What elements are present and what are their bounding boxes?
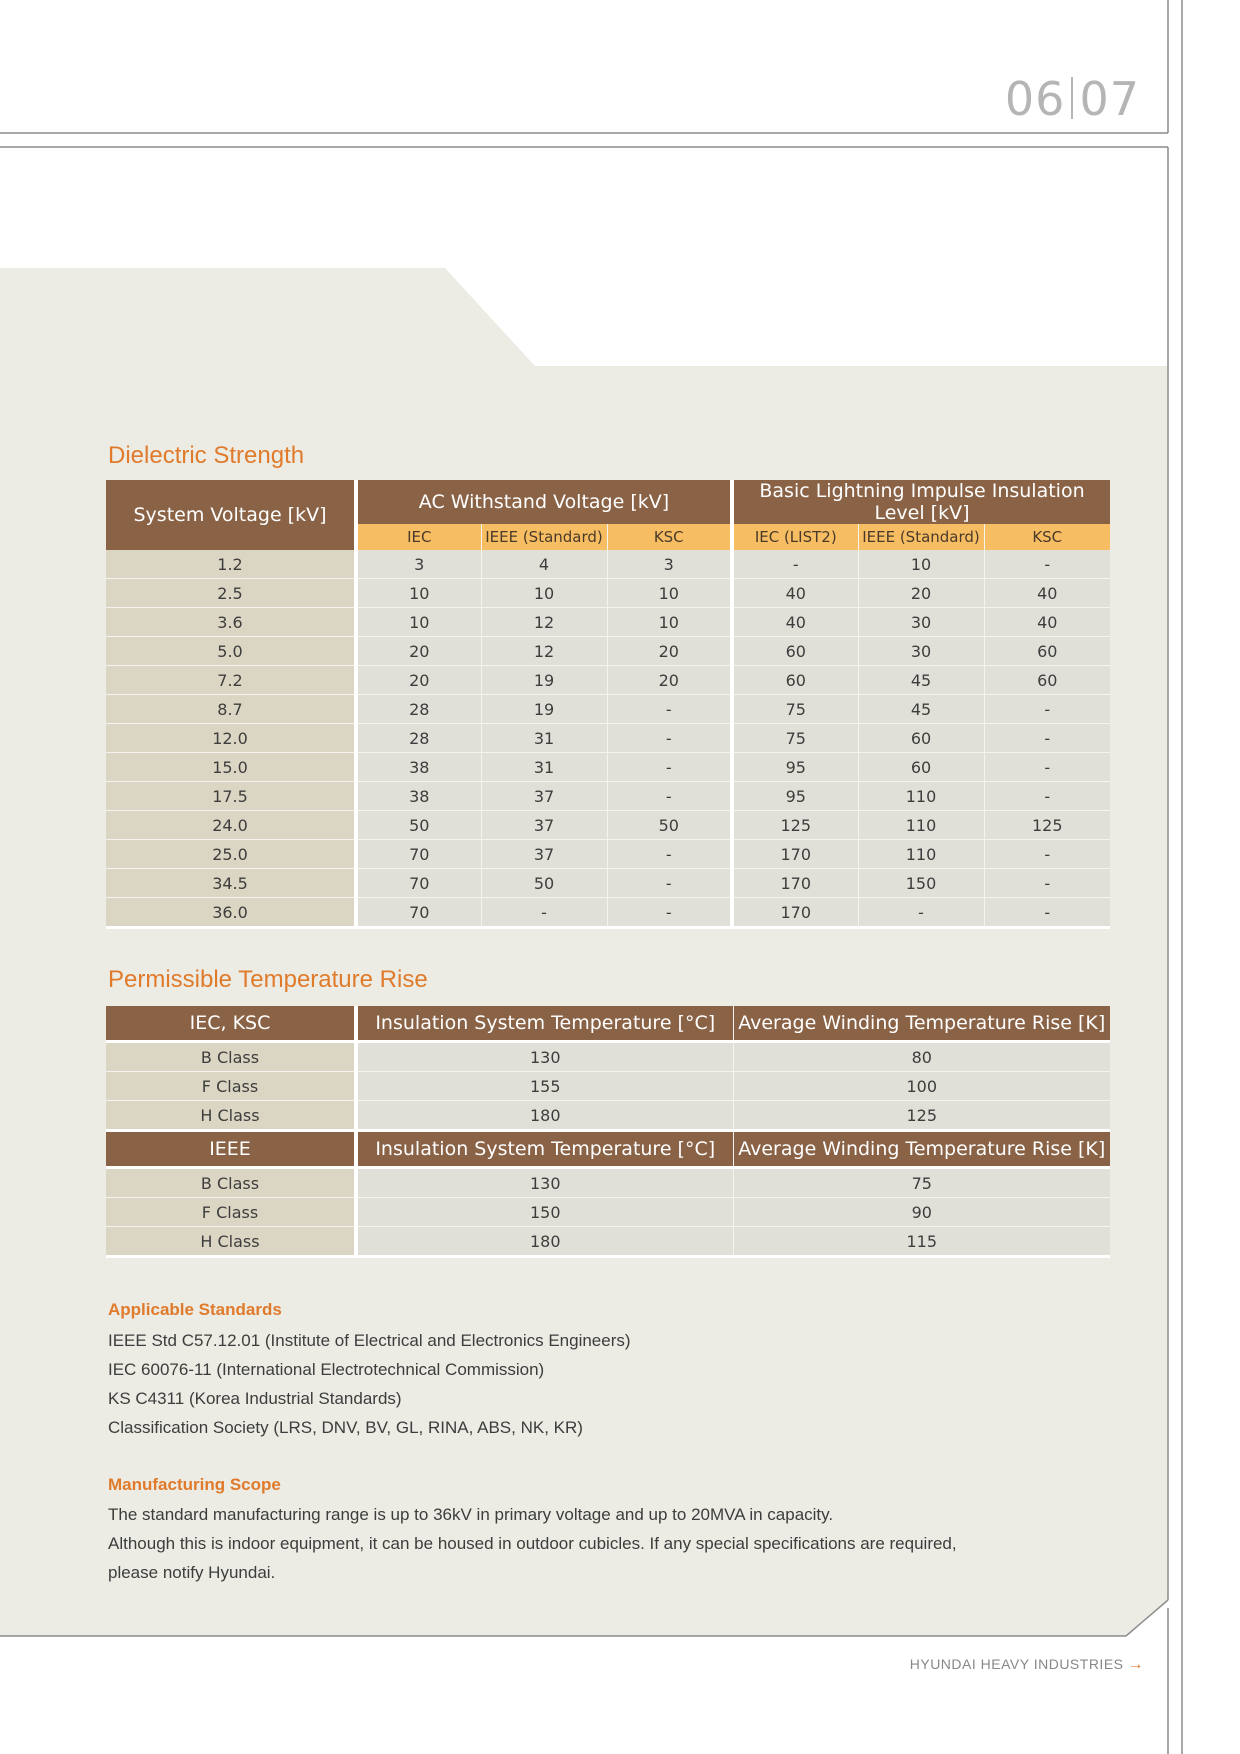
value-cell: 40 bbox=[984, 608, 1110, 637]
value-cell: 40 bbox=[732, 579, 858, 608]
value-cell: 115 bbox=[733, 1227, 1110, 1257]
temperature-rise-table bbox=[106, 1006, 1110, 1258]
value-cell: 50 bbox=[356, 811, 481, 840]
value-cell: 31 bbox=[481, 724, 607, 753]
value-cell: - bbox=[984, 550, 1110, 579]
table-row bbox=[106, 1101, 1110, 1131]
manufacturing-scope-text bbox=[108, 1500, 957, 1587]
standard-line: KS C4311 (Korea Industrial Standards) bbox=[108, 1389, 402, 1408]
value-cell: 3 bbox=[607, 550, 732, 579]
applicable-standards-list bbox=[108, 1326, 631, 1442]
insulation-class-cell: H Class bbox=[106, 1101, 356, 1131]
value-cell: 150 bbox=[356, 1198, 733, 1227]
value-cell: - bbox=[858, 898, 984, 928]
table-row bbox=[106, 608, 1110, 637]
value-cell: - bbox=[481, 898, 607, 928]
subheader-cell: KSC bbox=[984, 524, 1110, 550]
insulation-class-cell: B Class bbox=[106, 1168, 356, 1198]
table-row bbox=[106, 579, 1110, 608]
value-cell: 20 bbox=[607, 637, 732, 666]
system-voltage-cell: 17.5 bbox=[106, 782, 356, 811]
value-cell: - bbox=[607, 753, 732, 782]
scope-line: The standard manufacturing range is up to 36kV in primary voltage and up to 20MVA in capacity. bbox=[108, 1505, 834, 1524]
value-cell: 10 bbox=[356, 579, 481, 608]
value-cell: 19 bbox=[481, 666, 607, 695]
table-row bbox=[106, 1042, 1110, 1072]
system-voltage-cell: 24.0 bbox=[106, 811, 356, 840]
temperature-table-body bbox=[106, 1006, 1110, 1257]
value-cell: 38 bbox=[356, 782, 481, 811]
table-row bbox=[106, 1168, 1110, 1198]
temperature-header-row bbox=[106, 1131, 1110, 1168]
page-number bbox=[1005, 72, 1140, 126]
value-cell: 12 bbox=[481, 608, 607, 637]
system-voltage-cell: 2.5 bbox=[106, 579, 356, 608]
value-cell: 30 bbox=[858, 637, 984, 666]
table-row bbox=[106, 811, 1110, 840]
system-voltage-cell: 34.5 bbox=[106, 869, 356, 898]
system-voltage-cell: 12.0 bbox=[106, 724, 356, 753]
value-cell: - bbox=[984, 782, 1110, 811]
standard-line: IEEE Std C57.12.01 (Institute of Electrical and Electronics Engineers) bbox=[108, 1331, 631, 1350]
value-cell: 75 bbox=[733, 1168, 1110, 1198]
table-row bbox=[106, 1227, 1110, 1257]
table-row bbox=[106, 666, 1110, 695]
value-cell: 95 bbox=[732, 753, 858, 782]
value-cell: - bbox=[607, 869, 732, 898]
header-system-voltage: System Voltage [kV] bbox=[106, 480, 356, 550]
page-number-left: 06 bbox=[1004, 72, 1066, 126]
footer-brand-label: HYUNDAI HEAVY INDUSTRIES bbox=[909, 1656, 1124, 1672]
value-cell: 130 bbox=[356, 1168, 733, 1198]
value-cell: 50 bbox=[481, 869, 607, 898]
insulation-class-cell: H Class bbox=[106, 1227, 356, 1257]
value-cell: - bbox=[732, 550, 858, 579]
value-cell: 80 bbox=[733, 1042, 1110, 1072]
value-cell: 10 bbox=[356, 608, 481, 637]
value-cell: 170 bbox=[732, 840, 858, 869]
value-cell: 70 bbox=[356, 869, 481, 898]
subheader-cell: IEEE (Standard) bbox=[858, 524, 984, 550]
value-cell: 75 bbox=[732, 724, 858, 753]
insulation-class-cell: F Class bbox=[106, 1198, 356, 1227]
value-cell: 60 bbox=[984, 637, 1110, 666]
value-cell: 60 bbox=[858, 724, 984, 753]
dielectric-strength-title: Dielectric Strength bbox=[108, 442, 305, 469]
value-cell: 155 bbox=[356, 1072, 733, 1101]
value-cell: - bbox=[984, 753, 1110, 782]
footer-brand[interactable] bbox=[910, 1656, 1144, 1674]
system-voltage-cell: 3.6 bbox=[106, 608, 356, 637]
system-voltage-cell: 36.0 bbox=[106, 898, 356, 928]
header-bil: Basic Lightning Impulse Insulation Level [kV] bbox=[732, 480, 1110, 524]
header-standard: IEC, KSC bbox=[106, 1006, 356, 1042]
value-cell: - bbox=[607, 840, 732, 869]
value-cell: 180 bbox=[356, 1101, 733, 1131]
system-voltage-cell: 8.7 bbox=[106, 695, 356, 724]
header-winding-temperature-rise: Average Winding Temperature Rise [K] bbox=[733, 1006, 1110, 1042]
value-cell: 110 bbox=[858, 840, 984, 869]
table-row bbox=[106, 724, 1110, 753]
header-standard: IEEE bbox=[106, 1131, 356, 1168]
scope-line: please notify Hyundai. bbox=[108, 1563, 276, 1582]
value-cell: 37 bbox=[481, 811, 607, 840]
table-row bbox=[106, 782, 1110, 811]
value-cell: 10 bbox=[607, 608, 732, 637]
table-row bbox=[106, 898, 1110, 928]
subheader-cell: IEC bbox=[356, 524, 481, 550]
header-insulation-temperature: Insulation System Temperature [°C] bbox=[356, 1006, 733, 1042]
table-row bbox=[106, 840, 1110, 869]
value-cell: 20 bbox=[858, 579, 984, 608]
value-cell: - bbox=[984, 869, 1110, 898]
value-cell: 100 bbox=[733, 1072, 1110, 1101]
value-cell: 170 bbox=[732, 898, 858, 928]
value-cell: 37 bbox=[481, 782, 607, 811]
table-row bbox=[106, 869, 1110, 898]
value-cell: - bbox=[607, 898, 732, 928]
value-cell: - bbox=[984, 840, 1110, 869]
value-cell: - bbox=[607, 695, 732, 724]
value-cell: 150 bbox=[858, 869, 984, 898]
table-row bbox=[106, 637, 1110, 666]
system-voltage-cell: 15.0 bbox=[106, 753, 356, 782]
value-cell: 10 bbox=[858, 550, 984, 579]
value-cell: 20 bbox=[356, 637, 481, 666]
standard-line: IEC 60076-11 (International Electrotechnical Commission) bbox=[108, 1360, 545, 1379]
system-voltage-cell: 7.2 bbox=[106, 666, 356, 695]
value-cell: 125 bbox=[984, 811, 1110, 840]
table-row bbox=[106, 1198, 1110, 1227]
value-cell: 10 bbox=[607, 579, 732, 608]
scope-line: Although this is indoor equipment, it can be housed in outdoor cubicles. If any special specifications are required, bbox=[108, 1534, 957, 1553]
value-cell: 45 bbox=[858, 695, 984, 724]
value-cell: 28 bbox=[356, 724, 481, 753]
header-insulation-temperature: Insulation System Temperature [°C] bbox=[356, 1131, 733, 1168]
value-cell: 50 bbox=[607, 811, 732, 840]
dielectric-strength-table bbox=[106, 480, 1110, 929]
value-cell: 60 bbox=[732, 637, 858, 666]
table-row bbox=[106, 695, 1110, 724]
system-voltage-cell: 1.2 bbox=[106, 550, 356, 579]
value-cell: 70 bbox=[356, 840, 481, 869]
value-cell: 90 bbox=[733, 1198, 1110, 1227]
value-cell: 180 bbox=[356, 1227, 733, 1257]
insulation-class-cell: B Class bbox=[106, 1042, 356, 1072]
value-cell: 45 bbox=[858, 666, 984, 695]
manufacturing-scope-title: Manufacturing Scope bbox=[108, 1475, 281, 1494]
value-cell: 37 bbox=[481, 840, 607, 869]
value-cell: 40 bbox=[732, 608, 858, 637]
value-cell: 95 bbox=[732, 782, 858, 811]
value-cell: 10 bbox=[481, 579, 607, 608]
value-cell: 60 bbox=[858, 753, 984, 782]
header-ac-withstand-voltage: AC Withstand Voltage [kV] bbox=[356, 480, 732, 524]
table-row bbox=[106, 753, 1110, 782]
value-cell: 75 bbox=[732, 695, 858, 724]
value-cell: 130 bbox=[356, 1042, 733, 1072]
value-cell: 4 bbox=[481, 550, 607, 579]
insulation-class-cell: F Class bbox=[106, 1072, 356, 1101]
header-winding-temperature-rise: Average Winding Temperature Rise [K] bbox=[733, 1131, 1110, 1168]
page-number-right: 07 bbox=[1079, 72, 1140, 126]
page-number-divider bbox=[1071, 77, 1073, 119]
value-cell: 38 bbox=[356, 753, 481, 782]
value-cell: - bbox=[984, 898, 1110, 928]
value-cell: 28 bbox=[356, 695, 481, 724]
value-cell: 20 bbox=[356, 666, 481, 695]
value-cell: 19 bbox=[481, 695, 607, 724]
standard-line: Classification Society (LRS, DNV, BV, GL, RINA, ABS, NK, KR) bbox=[108, 1418, 583, 1437]
value-cell: 125 bbox=[733, 1101, 1110, 1131]
value-cell: 40 bbox=[984, 579, 1110, 608]
temperature-rise-title: Permissible Temperature Rise bbox=[108, 966, 428, 993]
value-cell: 30 bbox=[858, 608, 984, 637]
value-cell: 110 bbox=[858, 811, 984, 840]
value-cell: 60 bbox=[984, 666, 1110, 695]
subheader-cell: IEC (LIST2) bbox=[732, 524, 858, 550]
value-cell: 12 bbox=[481, 637, 607, 666]
value-cell: - bbox=[984, 695, 1110, 724]
system-voltage-cell: 25.0 bbox=[106, 840, 356, 869]
table-row bbox=[106, 1072, 1110, 1101]
applicable-standards-title: Applicable Standards bbox=[108, 1300, 282, 1319]
value-cell: 110 bbox=[858, 782, 984, 811]
subheader-cell: IEEE (Standard) bbox=[481, 524, 607, 550]
system-voltage-cell: 5.0 bbox=[106, 637, 356, 666]
value-cell: 70 bbox=[356, 898, 481, 928]
temperature-header-row bbox=[106, 1006, 1110, 1042]
value-cell: 125 bbox=[732, 811, 858, 840]
value-cell: 3 bbox=[356, 550, 481, 579]
value-cell: - bbox=[984, 724, 1110, 753]
value-cell: 60 bbox=[732, 666, 858, 695]
value-cell: 20 bbox=[607, 666, 732, 695]
value-cell: 170 bbox=[732, 869, 858, 898]
table-row bbox=[106, 550, 1110, 579]
value-cell: - bbox=[607, 782, 732, 811]
value-cell: - bbox=[607, 724, 732, 753]
value-cell: 31 bbox=[481, 753, 607, 782]
arrow-right-icon: → bbox=[1127, 1656, 1144, 1673]
dielectric-table-body bbox=[106, 550, 1110, 928]
subheader-cell: KSC bbox=[607, 524, 732, 550]
